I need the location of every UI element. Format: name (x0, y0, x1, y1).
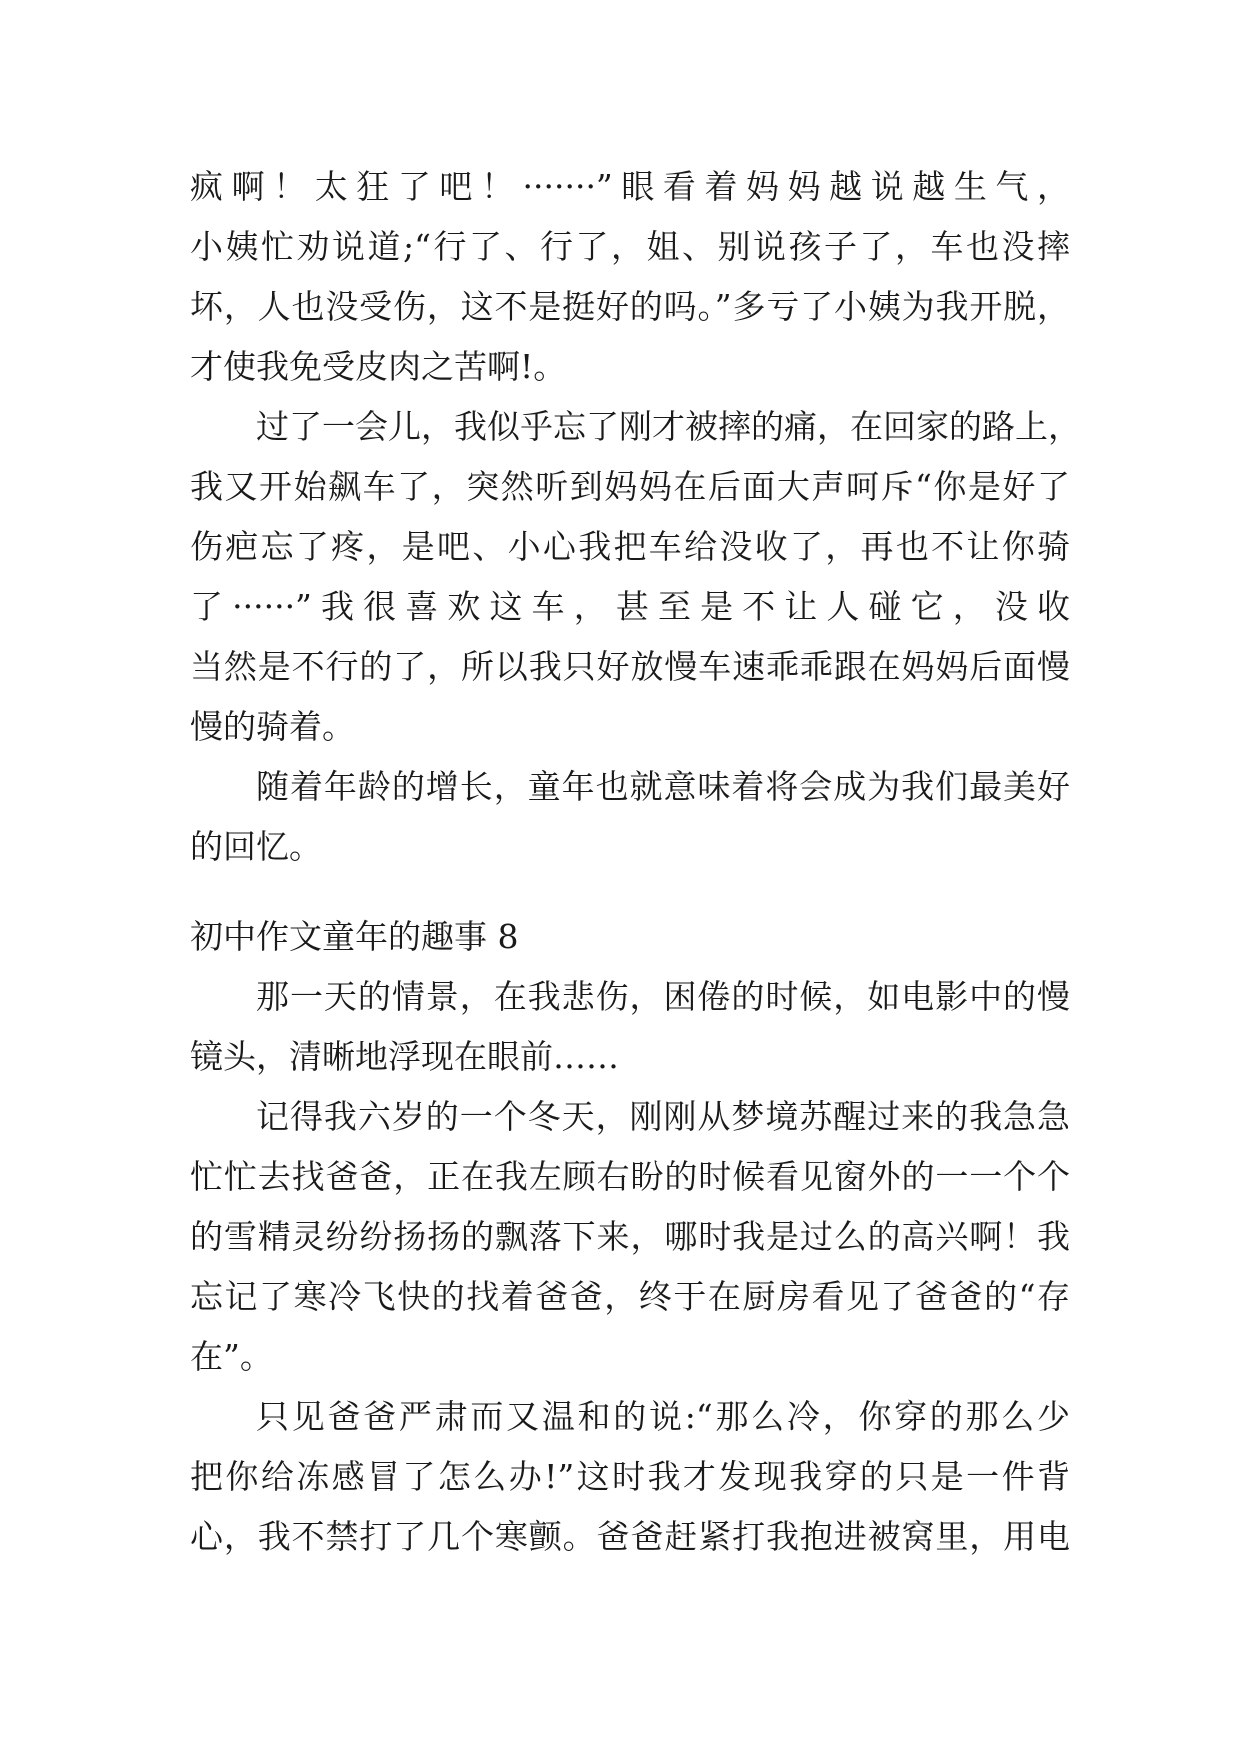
text-line: 伤疤忘了疼，是吧、小心我把车给没收了，再也不让你骑 (190, 527, 1070, 566)
text-line: 在”。 (190, 1337, 273, 1376)
text-line: 随着年龄的增长，童年也就意味着将会成为我们最美好 (256, 767, 1070, 806)
text-line: 心，我不禁打了几个寒颤。爸爸赶紧打我抱进被窝里，用电 (190, 1517, 1070, 1556)
text-line: 镜头，清晰地浮现在眼前…… (190, 1037, 619, 1076)
text-line: 记得我六岁的一个冬天，刚刚从梦境苏醒过来的我急急 (256, 1097, 1070, 1136)
text-line: 才使我免受皮肉之苦啊!。 (190, 347, 567, 386)
text-line: 忘记了寒冷飞快的找着爸爸，终于在厨房看见了爸爸的“存 (190, 1277, 1070, 1316)
text-line: 把你给冻感冒了怎么办!”这时我才发现我穿的只是一件背 (190, 1457, 1070, 1496)
text-line: 我又开始飙车了，突然听到妈妈在后面大声呵斥“你是好了 (190, 467, 1070, 506)
text-line: 的回忆。 (190, 827, 322, 866)
text-line: 小姨忙劝说道;“行了、行了，姐、别说孩子了，车也没摔 (190, 227, 1070, 266)
section-heading: 初中作文童年的趣事 8 (190, 917, 519, 956)
text-line: 忙忙去找爸爸，正在我左顾右盼的时候看见窗外的一一个个 (190, 1157, 1070, 1196)
text-line: 了······”我很喜欢这车，甚至是不让人碰它，没收 (190, 587, 1070, 626)
text-line: 坏，人也没受伤，这不是挺好的吗。”多亏了小姨为我开脱， (190, 287, 1070, 326)
text-line: 疯啊！太狂了吧！·······”眼看着妈妈越说越生气， (190, 167, 1070, 206)
text-line: 过了一会儿，我似乎忘了刚才被摔的痛，在回家的路上， (256, 407, 1081, 446)
text-line: 的雪精灵纷纷扬扬的飘落下来，哪时我是过么的高兴啊！我 (190, 1217, 1070, 1256)
text-line: 只见爸爸严肃而又温和的说:“那么冷，你穿的那么少 (256, 1397, 1070, 1436)
text-line: 那一天的情景，在我悲伤，困倦的时候，如电影中的慢 (256, 977, 1070, 1016)
text-line: 当然是不行的了，所以我只好放慢车速乖乖跟在妈妈后面慢 (190, 647, 1070, 686)
text-line: 慢的骑着。 (190, 707, 355, 746)
